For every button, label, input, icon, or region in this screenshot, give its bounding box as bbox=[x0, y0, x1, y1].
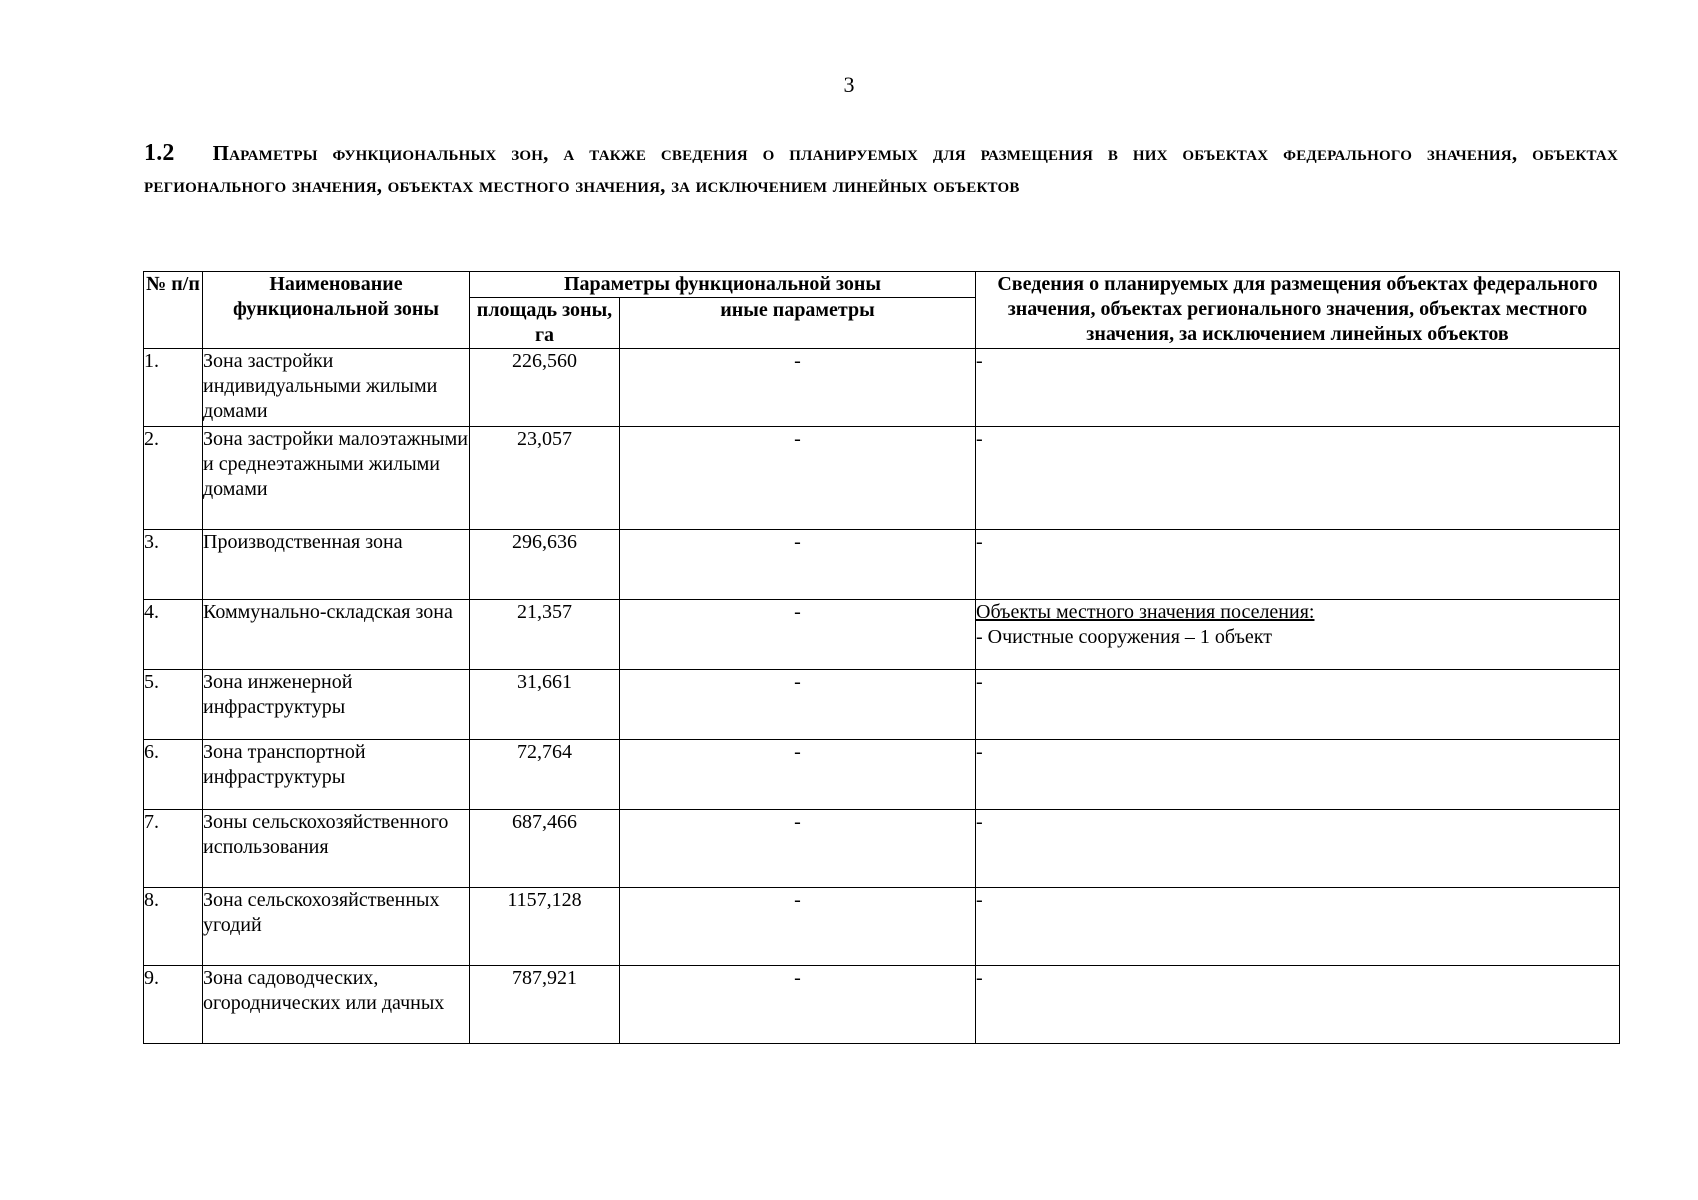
section-number: 1.2 bbox=[144, 140, 175, 166]
row-number: 7. bbox=[144, 810, 203, 888]
planned-objects: - bbox=[976, 530, 1620, 600]
table-row bbox=[144, 810, 1620, 888]
other-parameters: - bbox=[620, 427, 976, 530]
row-number: 8. bbox=[144, 888, 203, 966]
zone-area: 21,357 bbox=[470, 600, 620, 670]
zone-name: Зона садоводческих, огороднических или дачных bbox=[203, 966, 470, 1044]
functional-zones-table bbox=[143, 271, 1620, 1044]
table-row bbox=[144, 349, 1620, 427]
row-number: 3. bbox=[144, 530, 203, 600]
other-parameters: - bbox=[620, 888, 976, 966]
table-row bbox=[144, 670, 1620, 740]
row-number: 2. bbox=[144, 427, 203, 530]
planned-objects: - bbox=[976, 349, 1620, 427]
table-row bbox=[144, 966, 1620, 1044]
row-number: 5. bbox=[144, 670, 203, 740]
section-heading bbox=[144, 137, 1618, 201]
other-parameters: - bbox=[620, 600, 976, 670]
table-row bbox=[144, 888, 1620, 966]
planned-objects: - bbox=[976, 740, 1620, 810]
header-zone-area: площадь зоны, га bbox=[470, 298, 620, 349]
planned-objects: - bbox=[976, 810, 1620, 888]
row-number: 1. bbox=[144, 349, 203, 427]
row-number: 9. bbox=[144, 966, 203, 1044]
zone-name: Зона транспортной инфраструктуры bbox=[203, 740, 470, 810]
planned-objects: - bbox=[976, 966, 1620, 1044]
planned-objects bbox=[976, 600, 1620, 670]
zone-area: 72,764 bbox=[470, 740, 620, 810]
zone-name: Зона сельскохозяйственных угодий bbox=[203, 888, 470, 966]
table-header-row bbox=[144, 272, 1620, 298]
table-row bbox=[144, 427, 1620, 530]
planned-objects: - bbox=[976, 427, 1620, 530]
section-title: Параметры функциональных зон, а также сведения о планируемых для размещения в них объектах федерального значения, объектах регионального значения, объектах местного значения, за исключением линейных объектов bbox=[144, 141, 1618, 197]
table-row bbox=[144, 530, 1620, 600]
page-number: 3 bbox=[843, 72, 855, 97]
other-parameters: - bbox=[620, 530, 976, 600]
zone-area: 226,560 bbox=[470, 349, 620, 427]
zone-name: Производственная зона bbox=[203, 530, 470, 600]
other-parameters: - bbox=[620, 349, 976, 427]
header-planned-objects: Сведения о планируемых для размещения объектах федерального значения, объектах регионального значения, объектах местного значения, за исключением линейных объектов bbox=[976, 272, 1620, 349]
planned-objects-item: - Очистные сооружения – 1 объект bbox=[976, 626, 1272, 648]
other-parameters: - bbox=[620, 810, 976, 888]
row-number: 6. bbox=[144, 740, 203, 810]
planned-objects-title: Объекты местного значения поселения: bbox=[976, 601, 1315, 623]
row-number: 4. bbox=[144, 600, 203, 670]
zone-area: 31,661 bbox=[470, 670, 620, 740]
other-parameters: - bbox=[620, 966, 976, 1044]
planned-objects: - bbox=[976, 670, 1620, 740]
table-row bbox=[144, 600, 1620, 670]
zone-area: 1157,128 bbox=[470, 888, 620, 966]
zone-name: Зоны сельскохозяйственного использования bbox=[203, 810, 470, 888]
zone-area: 296,636 bbox=[470, 530, 620, 600]
header-number: № п/п bbox=[144, 272, 203, 349]
header-zone-name: Наименование функциональной зоны bbox=[203, 272, 470, 349]
zone-name: Коммунально-складская зона bbox=[203, 600, 470, 670]
zone-area: 787,921 bbox=[470, 966, 620, 1044]
zone-name: Зона инженерной инфраструктуры bbox=[203, 670, 470, 740]
zone-area: 687,466 bbox=[470, 810, 620, 888]
header-other-parameters: иные параметры bbox=[620, 298, 976, 349]
zone-area: 23,057 bbox=[470, 427, 620, 530]
zone-name: Зона застройки малоэтажными и среднеэтажными жилыми домами bbox=[203, 427, 470, 530]
header-zone-parameters: Параметры функциональной зоны bbox=[470, 272, 976, 298]
planned-objects: - bbox=[976, 888, 1620, 966]
table-row bbox=[144, 740, 1620, 810]
zone-name: Зона застройки индивидуальными жилыми домами bbox=[203, 349, 470, 427]
other-parameters: - bbox=[620, 670, 976, 740]
other-parameters: - bbox=[620, 740, 976, 810]
